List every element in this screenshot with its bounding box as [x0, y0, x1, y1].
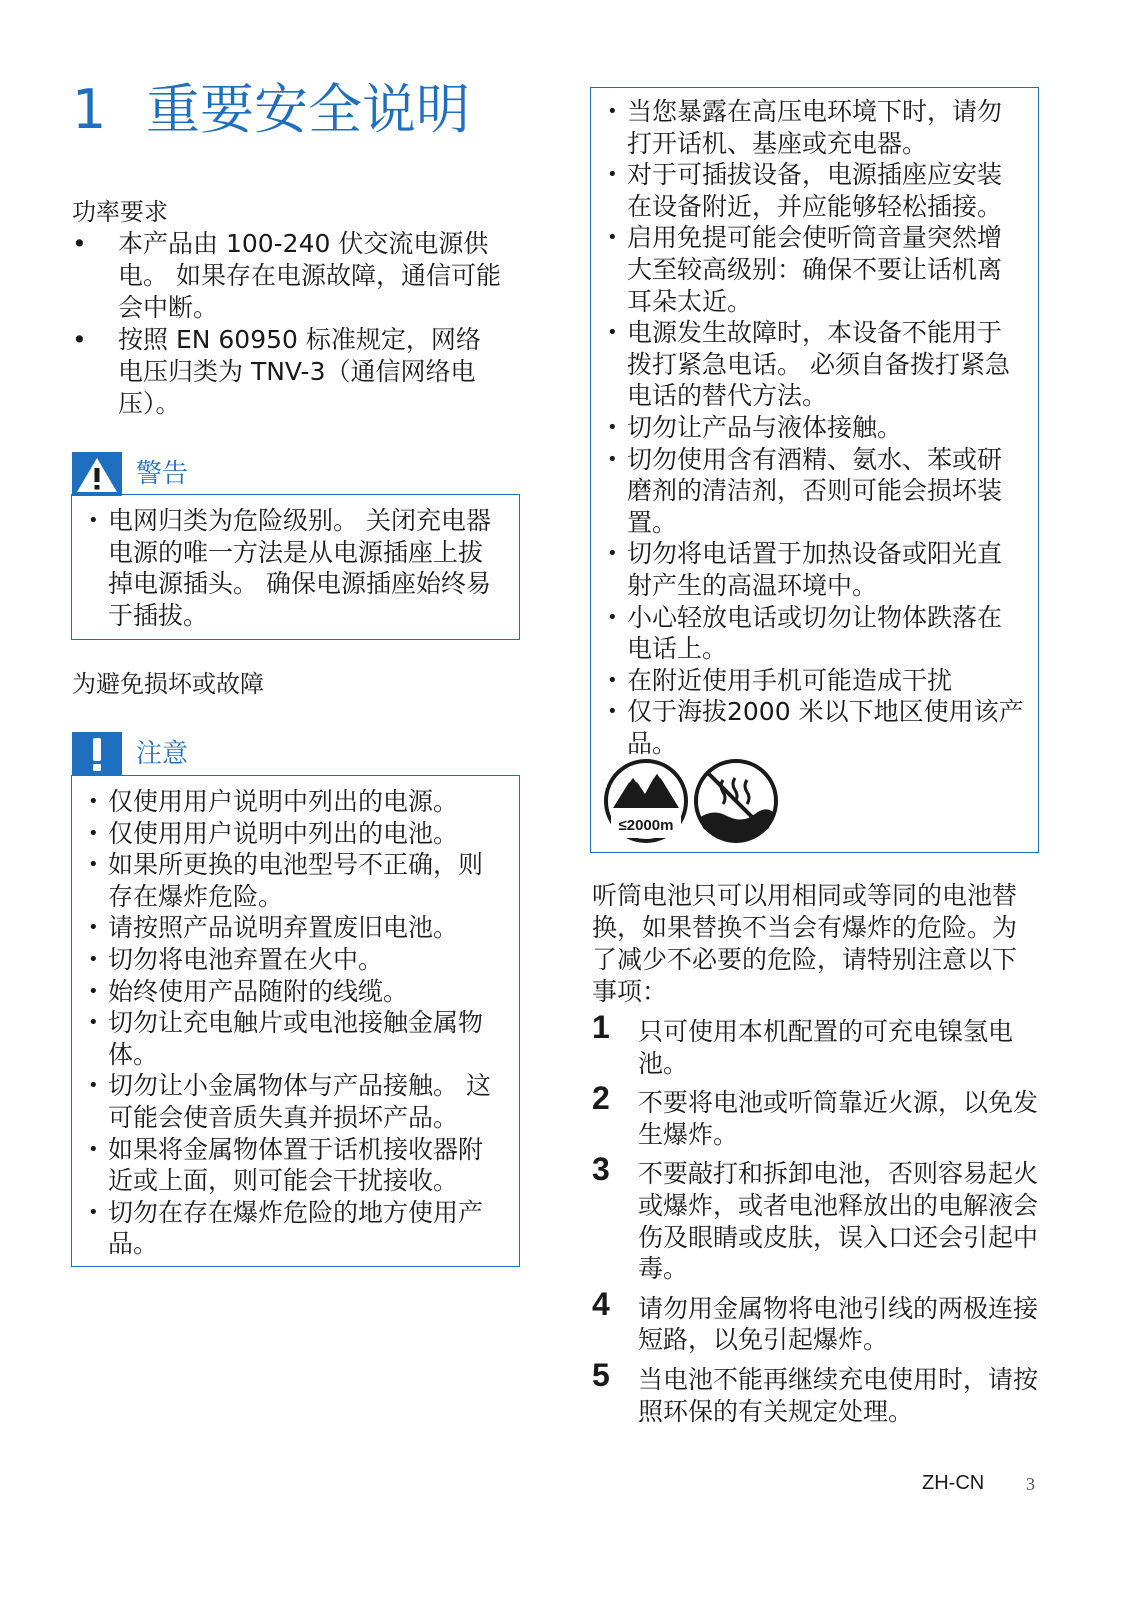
warning-label: 警告: [136, 459, 189, 489]
warning-box: [71, 494, 520, 640]
list-item: • 在附近使用手机可能造成干扰: [605, 665, 1026, 697]
caution-box: [71, 775, 520, 1267]
item-text: 当电池不能再继续充电使用时，请按照环保的有关规定处理。: [638, 1364, 1039, 1426]
chapter-number: 1: [72, 78, 107, 141]
list-item: • 按照 EN 60950 标准规定，网络电压归类为 TNV-3（通信网络电压）。: [72, 324, 502, 420]
item-text: 不要将电池或听筒靠近火源，以免发生爆炸。: [638, 1088, 1039, 1149]
list-item: • 切勿使用含有酒精、氨水、苯或研磨剂的清洁剂，否则可能会损坏装置。: [605, 444, 1026, 539]
avoid-heading: 为避免损坏或故障: [72, 670, 264, 698]
list-item: • 仅使用用户说明中列出的电池。: [86, 818, 507, 850]
list-item: • 小心轻放电话或切勿让物体跌落在电话上。: [605, 602, 1026, 665]
list-item: • 本产品由 100-240 伏交流电源供电。 如果存在电源故障，通信可能会中断。: [72, 228, 502, 324]
list-item: • 如果所更换的电池型号不正确，则存在爆炸危险。: [86, 849, 507, 912]
list-item: • 切勿在存在爆炸危险的地方使用产品。: [86, 1197, 507, 1260]
caution-list: [86, 786, 507, 1260]
list-item: • 请按照产品说明弃置废旧电池。: [86, 912, 507, 944]
warning-triangle-icon: [72, 452, 122, 496]
list-item: [592, 1151, 1039, 1284]
warning-list: [86, 505, 507, 631]
battery-intro: 听筒电池只可以用相同或等同的电池替换，如果替换不当会有爆炸的危险。为了减少不必要的危险，请特别注意以下事项：: [592, 881, 1018, 1006]
list-item: • 启用免提可能会使听筒音量突然增大至较高级别：确保不要让话机离耳朵太近。: [605, 222, 1026, 317]
list-item: • 电网归类为危险级别。 关闭充电器电源的唯一方法是从电源插座上拔掉电源插头。 确保电源插座始终易于插拔。: [86, 505, 507, 631]
list-item: [592, 1080, 1039, 1150]
list-item: • 切勿让产品与液体接触。: [605, 412, 1026, 444]
list-item: • 始终使用产品随附的线缆。: [86, 976, 507, 1008]
item-text: 只可使用本机配置的可充电镍氢电池。: [638, 1017, 1014, 1078]
item-text: 不要敲打和拆卸电池，否则容易起火或爆炸，或者电池释放出的电解液会伤及眼睛或皮肤，误入口还会引起中毒。: [638, 1159, 1039, 1284]
list-item: • 电源发生故障时，本设备不能用于拨打紧急电话。 必须自备拨打紧急电话的替代方法。: [605, 317, 1026, 412]
no-tropical-climate-icon: [693, 758, 779, 844]
item-number: 1: [592, 1009, 610, 1045]
page-number: 3: [1026, 1474, 1035, 1494]
list-item: • 对于可插拔设备，电源插座应安装在设备附近，并应能够轻松插接。: [605, 159, 1026, 222]
list-item: [592, 1356, 1039, 1427]
power-list: [72, 228, 502, 420]
chapter-title: [72, 74, 470, 146]
list-item: [592, 1009, 1038, 1079]
item-number: 3: [592, 1151, 610, 1188]
list-item: • 切勿让小金属物体与产品接触。 这可能会使音质失真并损坏产品。: [86, 1070, 507, 1133]
list-item: • 仅于海拔2000 米以下地区使用该产品。: [605, 696, 1026, 759]
item-number: 5: [592, 1356, 610, 1393]
power-heading: 功率要求: [72, 198, 168, 226]
altitude-mountain-icon: [603, 758, 689, 844]
altitude-label: ≤2000m: [618, 817, 674, 834]
safety-box: [590, 87, 1039, 853]
item-text: 请勿用金属物将电池引线的两极连接短路，以免引起爆炸。: [638, 1293, 1039, 1355]
footer-language: ZH-CN: [922, 1472, 985, 1494]
caution-label: 注意: [136, 739, 189, 769]
item-number: 4: [592, 1285, 610, 1322]
list-item: [592, 1285, 1039, 1356]
list-item: • 如果将金属物体置于话机接收器附近或上面，则可能会干扰接收。: [86, 1134, 507, 1197]
list-item: • 仅使用用户说明中列出的电源。: [86, 786, 507, 818]
item-number: 2: [592, 1080, 610, 1117]
chapter-title-text: 重要安全说明: [146, 78, 470, 141]
list-item: • 当您暴露在高压电环境下时，请勿打开话机、基座或充电器。: [605, 96, 1026, 159]
list-item: • 切勿将电话置于加热设备或阳光直射产生的高温环境中。: [605, 538, 1026, 601]
exclamation-icon: [72, 732, 122, 776]
battery-list: [592, 1009, 1039, 1435]
list-item: • 切勿将电池弃置在火中。: [86, 944, 507, 976]
safety-list: [605, 96, 1026, 759]
list-item: • 切勿让充电触片或电池接触金属物体。: [86, 1007, 507, 1070]
